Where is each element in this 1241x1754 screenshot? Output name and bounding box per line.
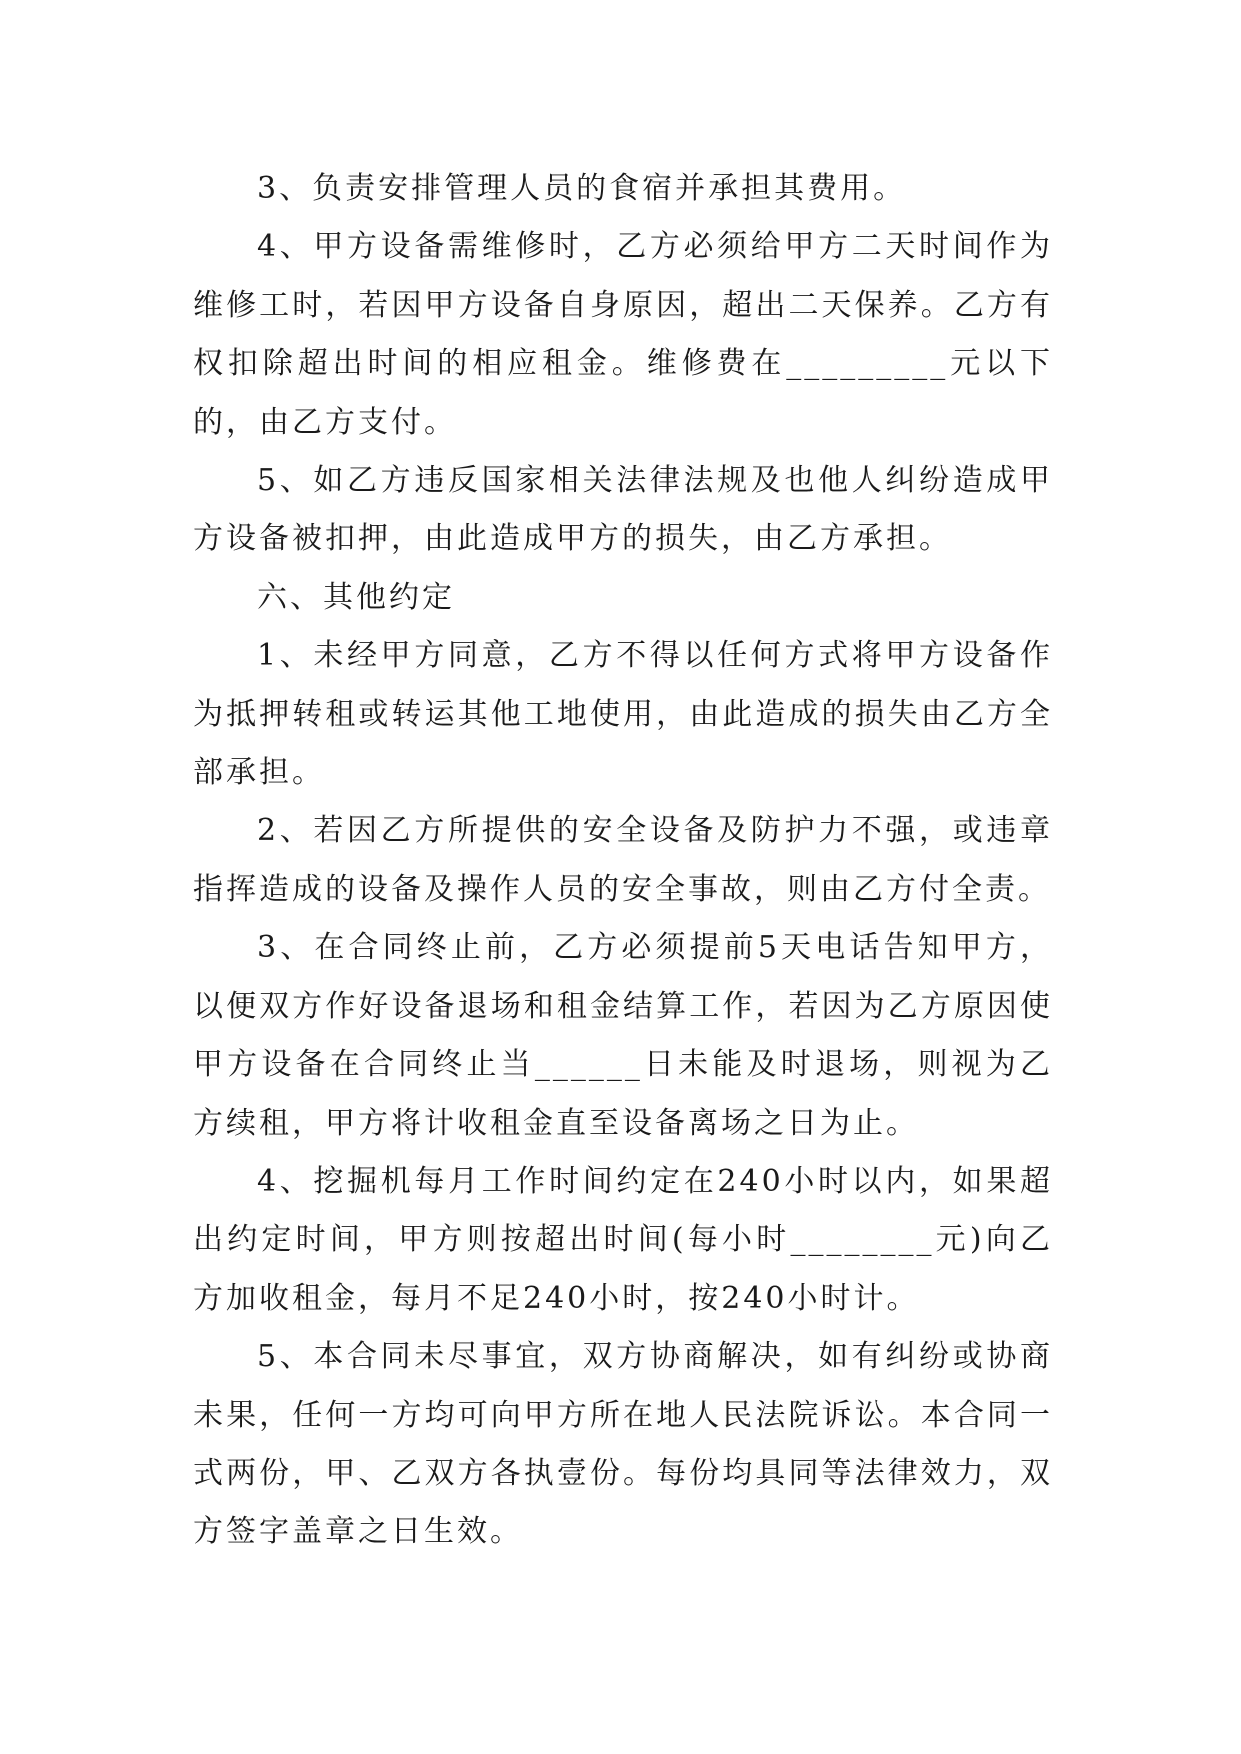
paragraph-clause-6-1: 1、未经甲方同意，乙方不得以任何方式将甲方设备作为抵押转租或转运其他工地使用，由此造成的损失由乙方全部承担。	[193, 638, 1053, 791]
paragraph-clause-5-5: 5、如乙方违反国家相关法律法规及也他人纠纷造成甲方设备被扣押，由此造成甲方的损失，由乙方承担。	[193, 463, 1053, 557]
paragraph-clause-6-5: 5、本合同未尽事宜，双方协商解决，如有纠纷或协商未果，任何一方均可向甲方所在地人民法院诉讼。本合同一式两份，甲、乙双方各执壹份。每份均具同等法律效力，双方签字盖章之日生效。	[193, 1339, 1053, 1550]
paragraph-clause-6-4: 4、挖掘机每月工作时间约定在240小时以内，如果超出约定时间，甲方则按超出时间(每小时________元)向乙方加收租金，每月不足240小时，按240小时计。	[193, 1163, 1053, 1316]
section-heading-other-agreements: 六、其他约定	[257, 579, 455, 615]
document-body	[193, 160, 1053, 1562]
paragraph-clause-6-3: 3、在合同终止前，乙方必须提前5天电话告知甲方，以便双方作好设备退场和租金结算工作，若因为乙方原因使甲方设备在合同终止当______日未能及时退场，则视为乙方续租，甲方将计收租金直至设备离场之日为止。	[193, 930, 1053, 1141]
paragraph-clause-5-4: 4、甲方设备需维修时，乙方必须给甲方二天时间作为维修工时，若因甲方设备自身原因，超出二天保养。乙方有权扣除超出时间的相应租金。维修费在_________元以下的，由乙方支付。	[193, 229, 1053, 440]
paragraph-clause-6-2: 2、若因乙方所提供的安全设备及防护力不强，或违章指挥造成的设备及操作人员的安全事故，则由乙方付全责。	[193, 813, 1053, 907]
paragraph-clause-5-3: 3、负责安排管理人员的食宿并承担其费用。	[257, 171, 907, 206]
